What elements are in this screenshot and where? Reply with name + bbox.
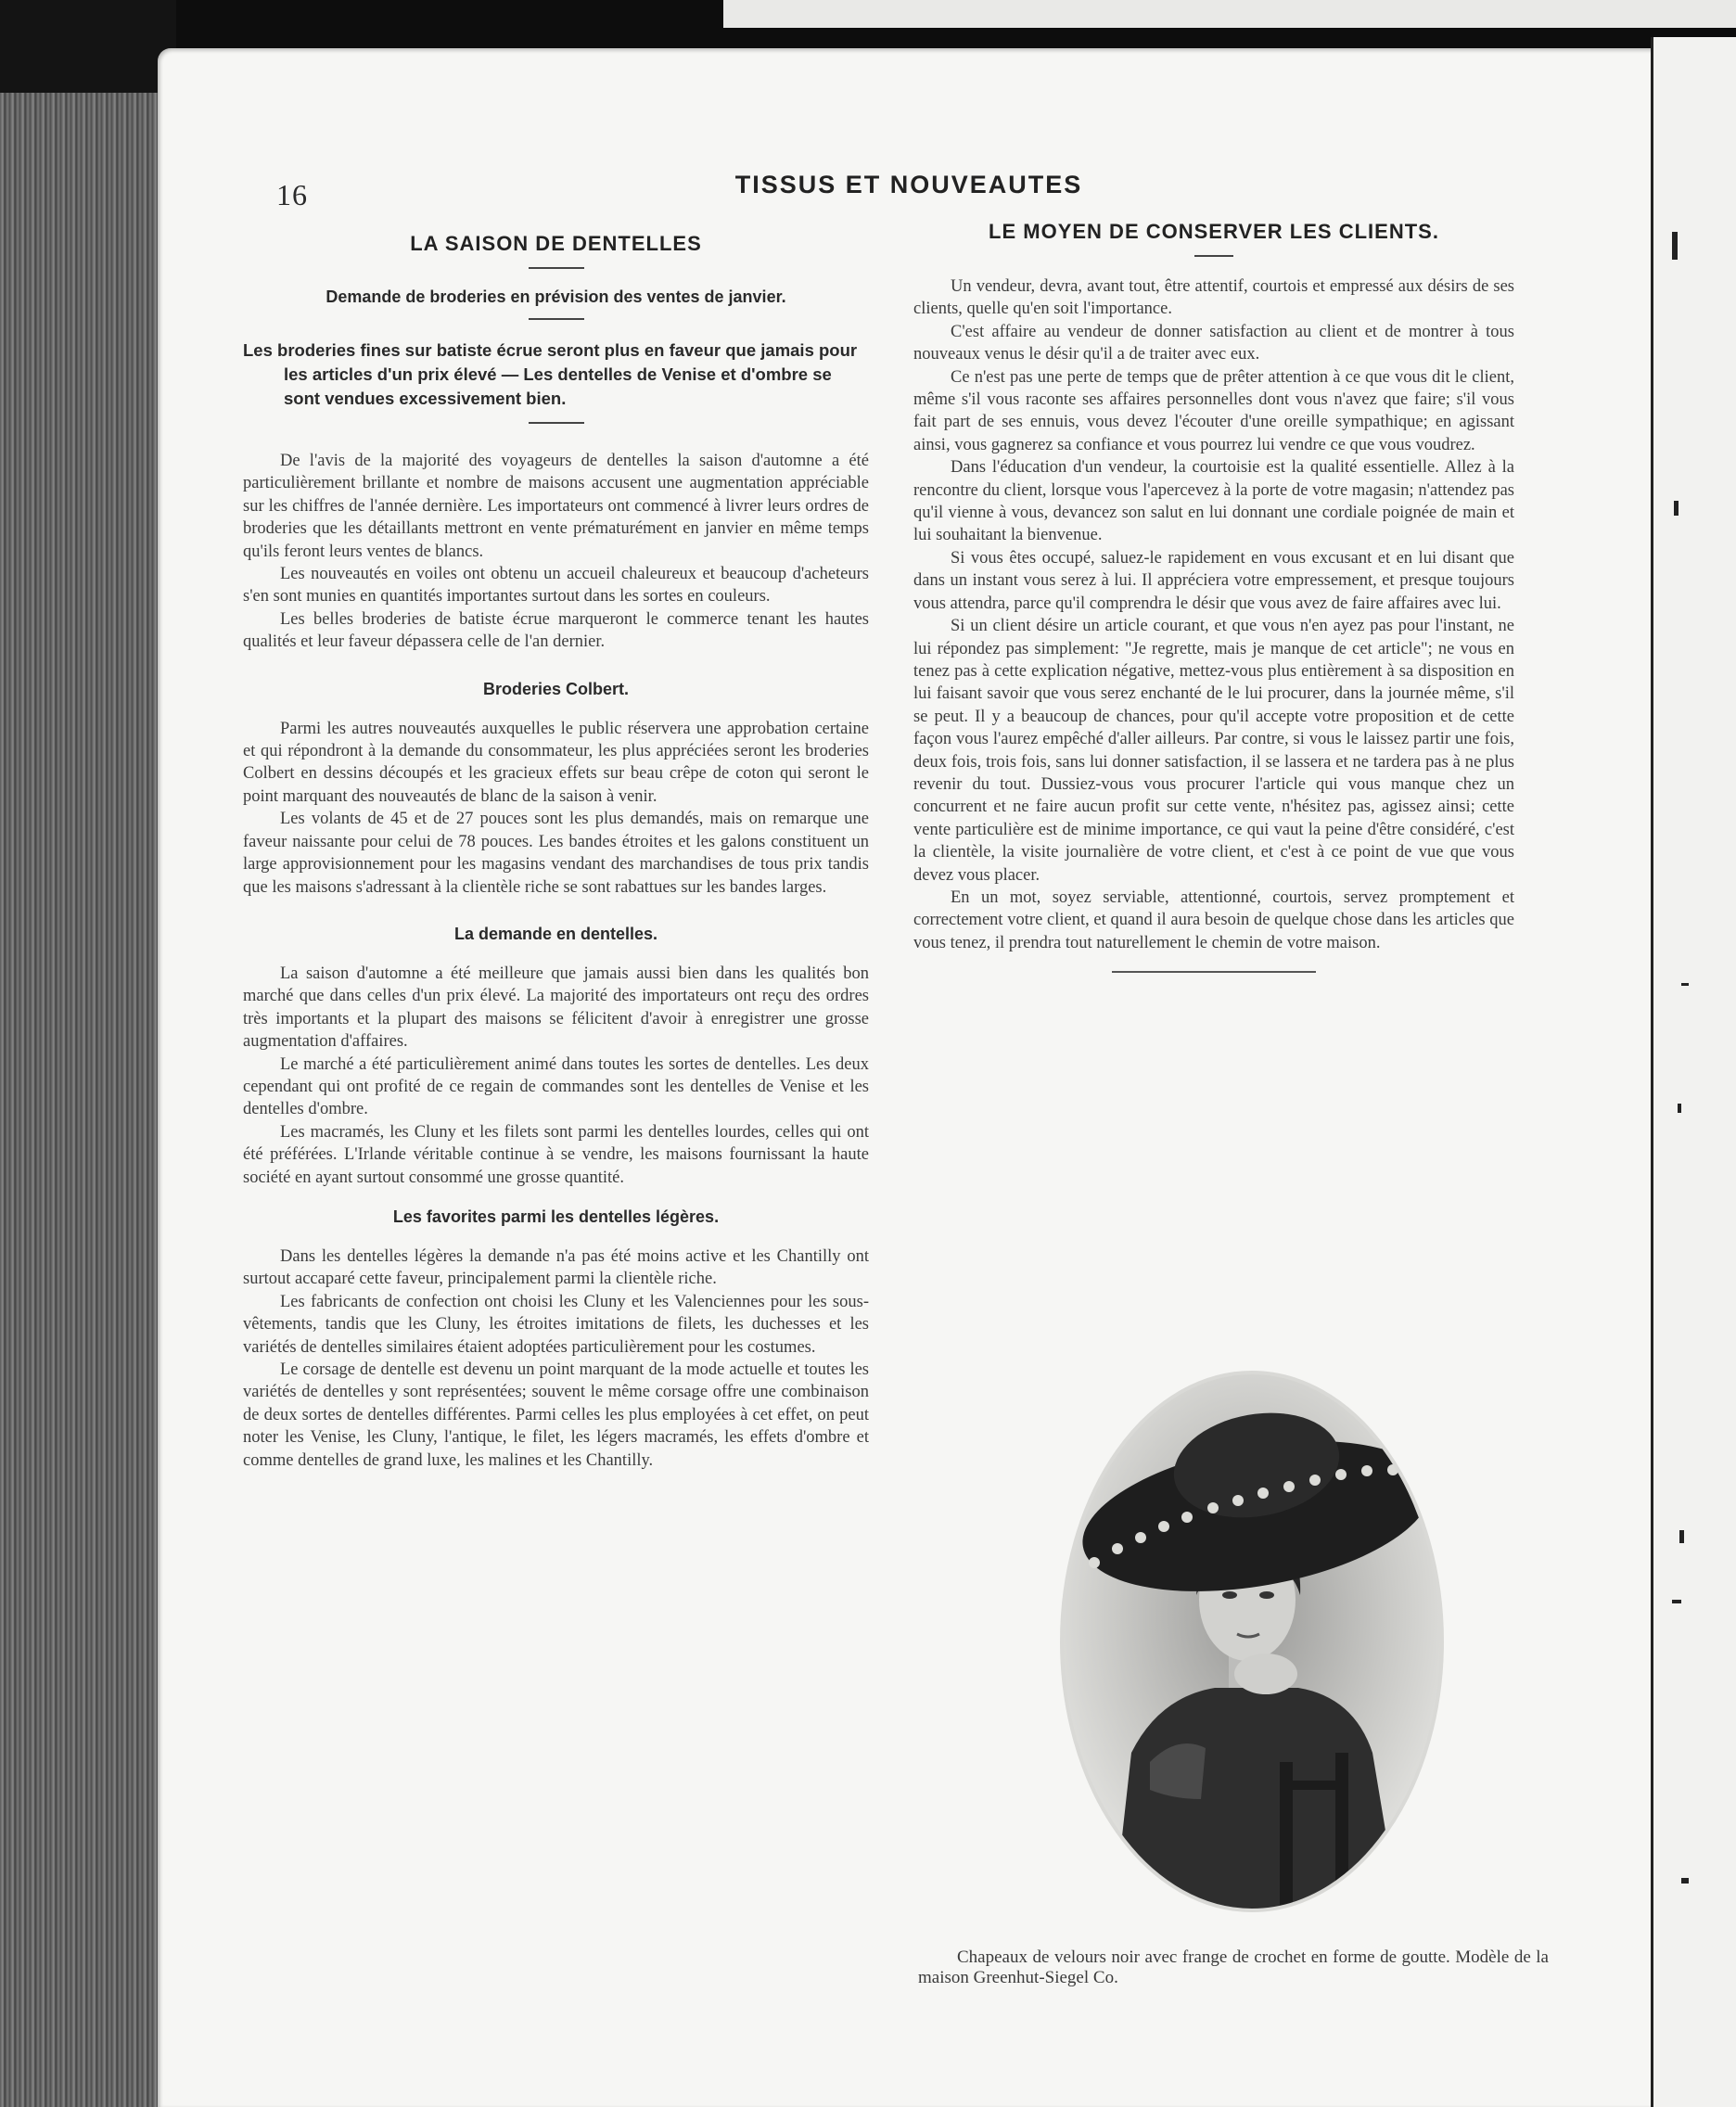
paragraph: Si vous êtes occupé, saluez-le rapidement en vous excusant et en lui disant que dans un instant vous serez à lui. Il appréciera votre empressement, et presque toujours vous attendra, parce qu'il comprendra le désir que vous avez de faire affaires avec lui.: [913, 548, 1514, 613]
paragraph: Le corsage de dentelle est devenu un point marquant de la mode actuelle et toutes les variétés de dentelles y sont représentées; souvent le même corsage offre une combinaison de deux sortes de dentelles différentes. Parmi celles les plus employées à cet effet, on peut noter les Venise, les Cluny, l'antique, le filet, les légers macramés, les effets d'ombre et comme dentelles de grand luxe, les malines et les Chantilly.: [243, 1360, 869, 1470]
right-column: [913, 220, 1514, 973]
paragraph: C'est affaire au vendeur de donner satisfaction au client et de montrer à tous nouveaux venus le désir qu'il a de traiter avec eux.: [913, 322, 1514, 364]
section-title-saison: LA SAISON DE DENTELLES: [410, 232, 702, 255]
portrait-illustration: [1048, 1363, 1456, 1920]
intro-paragraphs: [243, 450, 869, 654]
clients-paragraphs: [913, 275, 1514, 954]
paragraph: Les fabricants de confection ont choisi les Cluny et les Valenciennes pour les sous-vêtements, tandis que les Cluny, les étroites imitations de filets, les duchesses et les variétés de dentelles similaires étaient adoptées particulièrement pour les costumes.: [243, 1292, 869, 1357]
gutter-mark: [1674, 501, 1679, 516]
paragraph: La saison d'automne a été meilleure que jamais aussi bien dans les qualités bon marché que dans celles d'un prix élevé. La majorité des importateurs ont reçu des ordres très importants et la plupart des maisons se félicitent d'avoir à enregistrer une grosse augmentation d'affaires.: [243, 964, 869, 1052]
paragraph: Les macramés, les Cluny et les filets sont parmi les dentelles lourdes, celles qui ont été préférées. L'Irlande véritable continue à se vendre, les maisons fournissant la haute société en ayant surtout consommé une grosse quantité.: [243, 1122, 869, 1187]
left-column: [243, 232, 869, 1472]
paragraph: Les volants de 45 et de 27 pouces sont les plus demandés, mais on remarque une faveur naissante pour celui de 78 pouces. Les bandes étroites et les galons constituent un large approvisionnement pour les magasins vendant des marchandises de tous prix tandis que les maisons s'adressant à la clientèle riche se sont rabattues sur les bandes larges.: [243, 810, 869, 897]
paragraph: Les belles broderies de batiste écrue marqueront le commerce tenant les hautes qualités et leur faveur dépassera celle de l'an dernier.: [243, 609, 869, 652]
heading-broderies-colbert: Broderies Colbert.: [482, 679, 630, 698]
next-page-gutter: [1651, 37, 1736, 2107]
book-corner-shadow: [0, 0, 176, 93]
heading-favorites: Les favorites parmi les dentelles légères.: [392, 1207, 720, 1226]
portrait-photo: [1048, 1363, 1456, 1920]
article-subtitle: Demande de broderies en prévision des ventes de janvier.: [326, 287, 786, 306]
paragraph: Le marché a été particulièrement animé dans toutes les sortes de dentelles. Les deux cependant qui ont profité de ce regain de commandes sont les dentelles de Venise et les dentelles d'ombre.: [243, 1054, 869, 1119]
article-deck: Les broderies fines sur batiste écrue seront plus en faveur que jamais pour les articles d'un prix élevé — Les dentelles de Venise et d'ombre se sont vendues excessivement bien.: [243, 340, 858, 408]
gutter-mark: [1678, 1104, 1681, 1113]
paragraph: De l'avis de la majorité des voyageurs de dentelles la saison d'automne a été particulièrement brillante et nombre de maisons accusent une augmentation appréciable sur les chiffres de l'année dernière. Les importateurs ont commencé à livrer leurs ordres de broderies que les détaillants mettront en vente prématurément en janvier en même temps qu'ils feront leurs ventes de blancs.: [243, 452, 869, 561]
book-page-edges: [0, 74, 167, 2107]
colbert-paragraphs: [243, 718, 869, 899]
demande-paragraphs: [243, 963, 869, 1189]
paragraph: Si un client désire un article courant, et que vous n'en ayez pas pour l'instant, ne lui répondez pas simplement: "Je regrette, mais je manque de cet article"; ne vous en tenez pas à cette explication négative, mettez-vous plus entièrement à sa disposition en lui faisant savoir que vous serez enchanté de le lui procurer, dans la journée même, s'il se peut. Il y a beaucoup de chances, pour qu'il accepte votre proposition et de cette façon vous l'aurez empêché d'aller ailleurs. Par contre, si vous le laissez partir une fois, deux fois, trois fois, sans lui donner satisfaction, il se lassera et ne tardera pas à ne plus revenir du tout. Dussiez-vous vous procurer l'article qui vous manque chez un concurrent et ne faire aucun profit sur cette vente, n'hésitez pas, agissez ainsi; cette vente particulière est de minime importance, ce qui vaut la peine d'être considéré, c'est la clientèle, la visite journalière de votre client, et c'est à ce point de vue que vous devez vous placer.: [913, 617, 1514, 885]
gutter-mark: [1681, 1878, 1689, 1884]
paragraph: En un mot, soyez serviable, attentionné, courtois, servez promptement et correctement votre client, et quand il aura besoin de quelque chose dans les articles que vous tenez, il prendra tout naturellement le chemin de votre maison.: [913, 887, 1514, 952]
paragraph: Dans les dentelles légères la demande n'a pas été moins active et les Chantilly ont surtout accaparé cette faveur, principalement parmi la clientèle riche.: [243, 1246, 869, 1289]
running-head: TISSUS ET NOUVEAUTES: [734, 171, 1083, 198]
paragraph: Parmi les autres nouveautés auxquelles le public réservera une approbation certaine et qui répondront à la demande du consommateur, les plus appréciées seront les broderies Colbert en dessins découpés et les gracieux effets sur beau crêpe de coton qui seront le point marquant des nouveautés de blanc de la saison à venir.: [243, 719, 869, 806]
gutter-mark: [1679, 1530, 1684, 1543]
photo-caption: Chapeaux de velours noir avec frange de crochet en forme de goutte. Modèle de la maison Greenhut-Siegel Co.: [918, 1947, 1549, 1987]
scanner-top-light: [723, 0, 1736, 28]
paragraph: Un vendeur, devra, avant tout, être attentif, courtois et empressé aux désirs de ses clients, quelle qu'en soit l'importance.: [913, 277, 1514, 319]
paragraph: Ce n'est pas une perte de temps que de prêter attention à ce que vous dit le client, même s'il vous raconte ses affaires personnelles dont vous n'avez que faire; s'il vous fait part de ses ennuis, vous devez l'écouter d'une oreille sympathique; en agissant ainsi, vous gagnerez sa confiance et vous pourrez lui vendre ce que vous voudrez.: [913, 367, 1514, 454]
article-end-rule: [1112, 971, 1316, 973]
section-title-clients: LE MOYEN DE CONSERVER LES CLIENTS.: [989, 220, 1439, 243]
paragraph: Les nouveautés en voiles ont obtenu un accueil chaleureux et beaucoup d'acheteurs s'en sont munies en quantités importantes surtout dans les sortes en couleurs.: [243, 565, 869, 607]
paragraph: Dans l'éducation d'un vendeur, la courtoisie est la qualité essentielle. Allez à la rencontre du client, lorsque vous l'apercevez à la porte de votre magasin; n'attendez pas qu'il vienne à vous, devancez son salut en lui donnant une cordiale poignée de main et lui souhaitant la bienvenue.: [913, 458, 1514, 545]
gutter-mark: [1672, 232, 1678, 260]
page-number: 16: [276, 178, 308, 211]
gutter-mark: [1672, 1600, 1681, 1603]
heading-demande-dentelles: La demande en dentelles.: [453, 924, 658, 943]
favorites-paragraphs: [243, 1245, 869, 1472]
gutter-mark: [1681, 983, 1689, 986]
